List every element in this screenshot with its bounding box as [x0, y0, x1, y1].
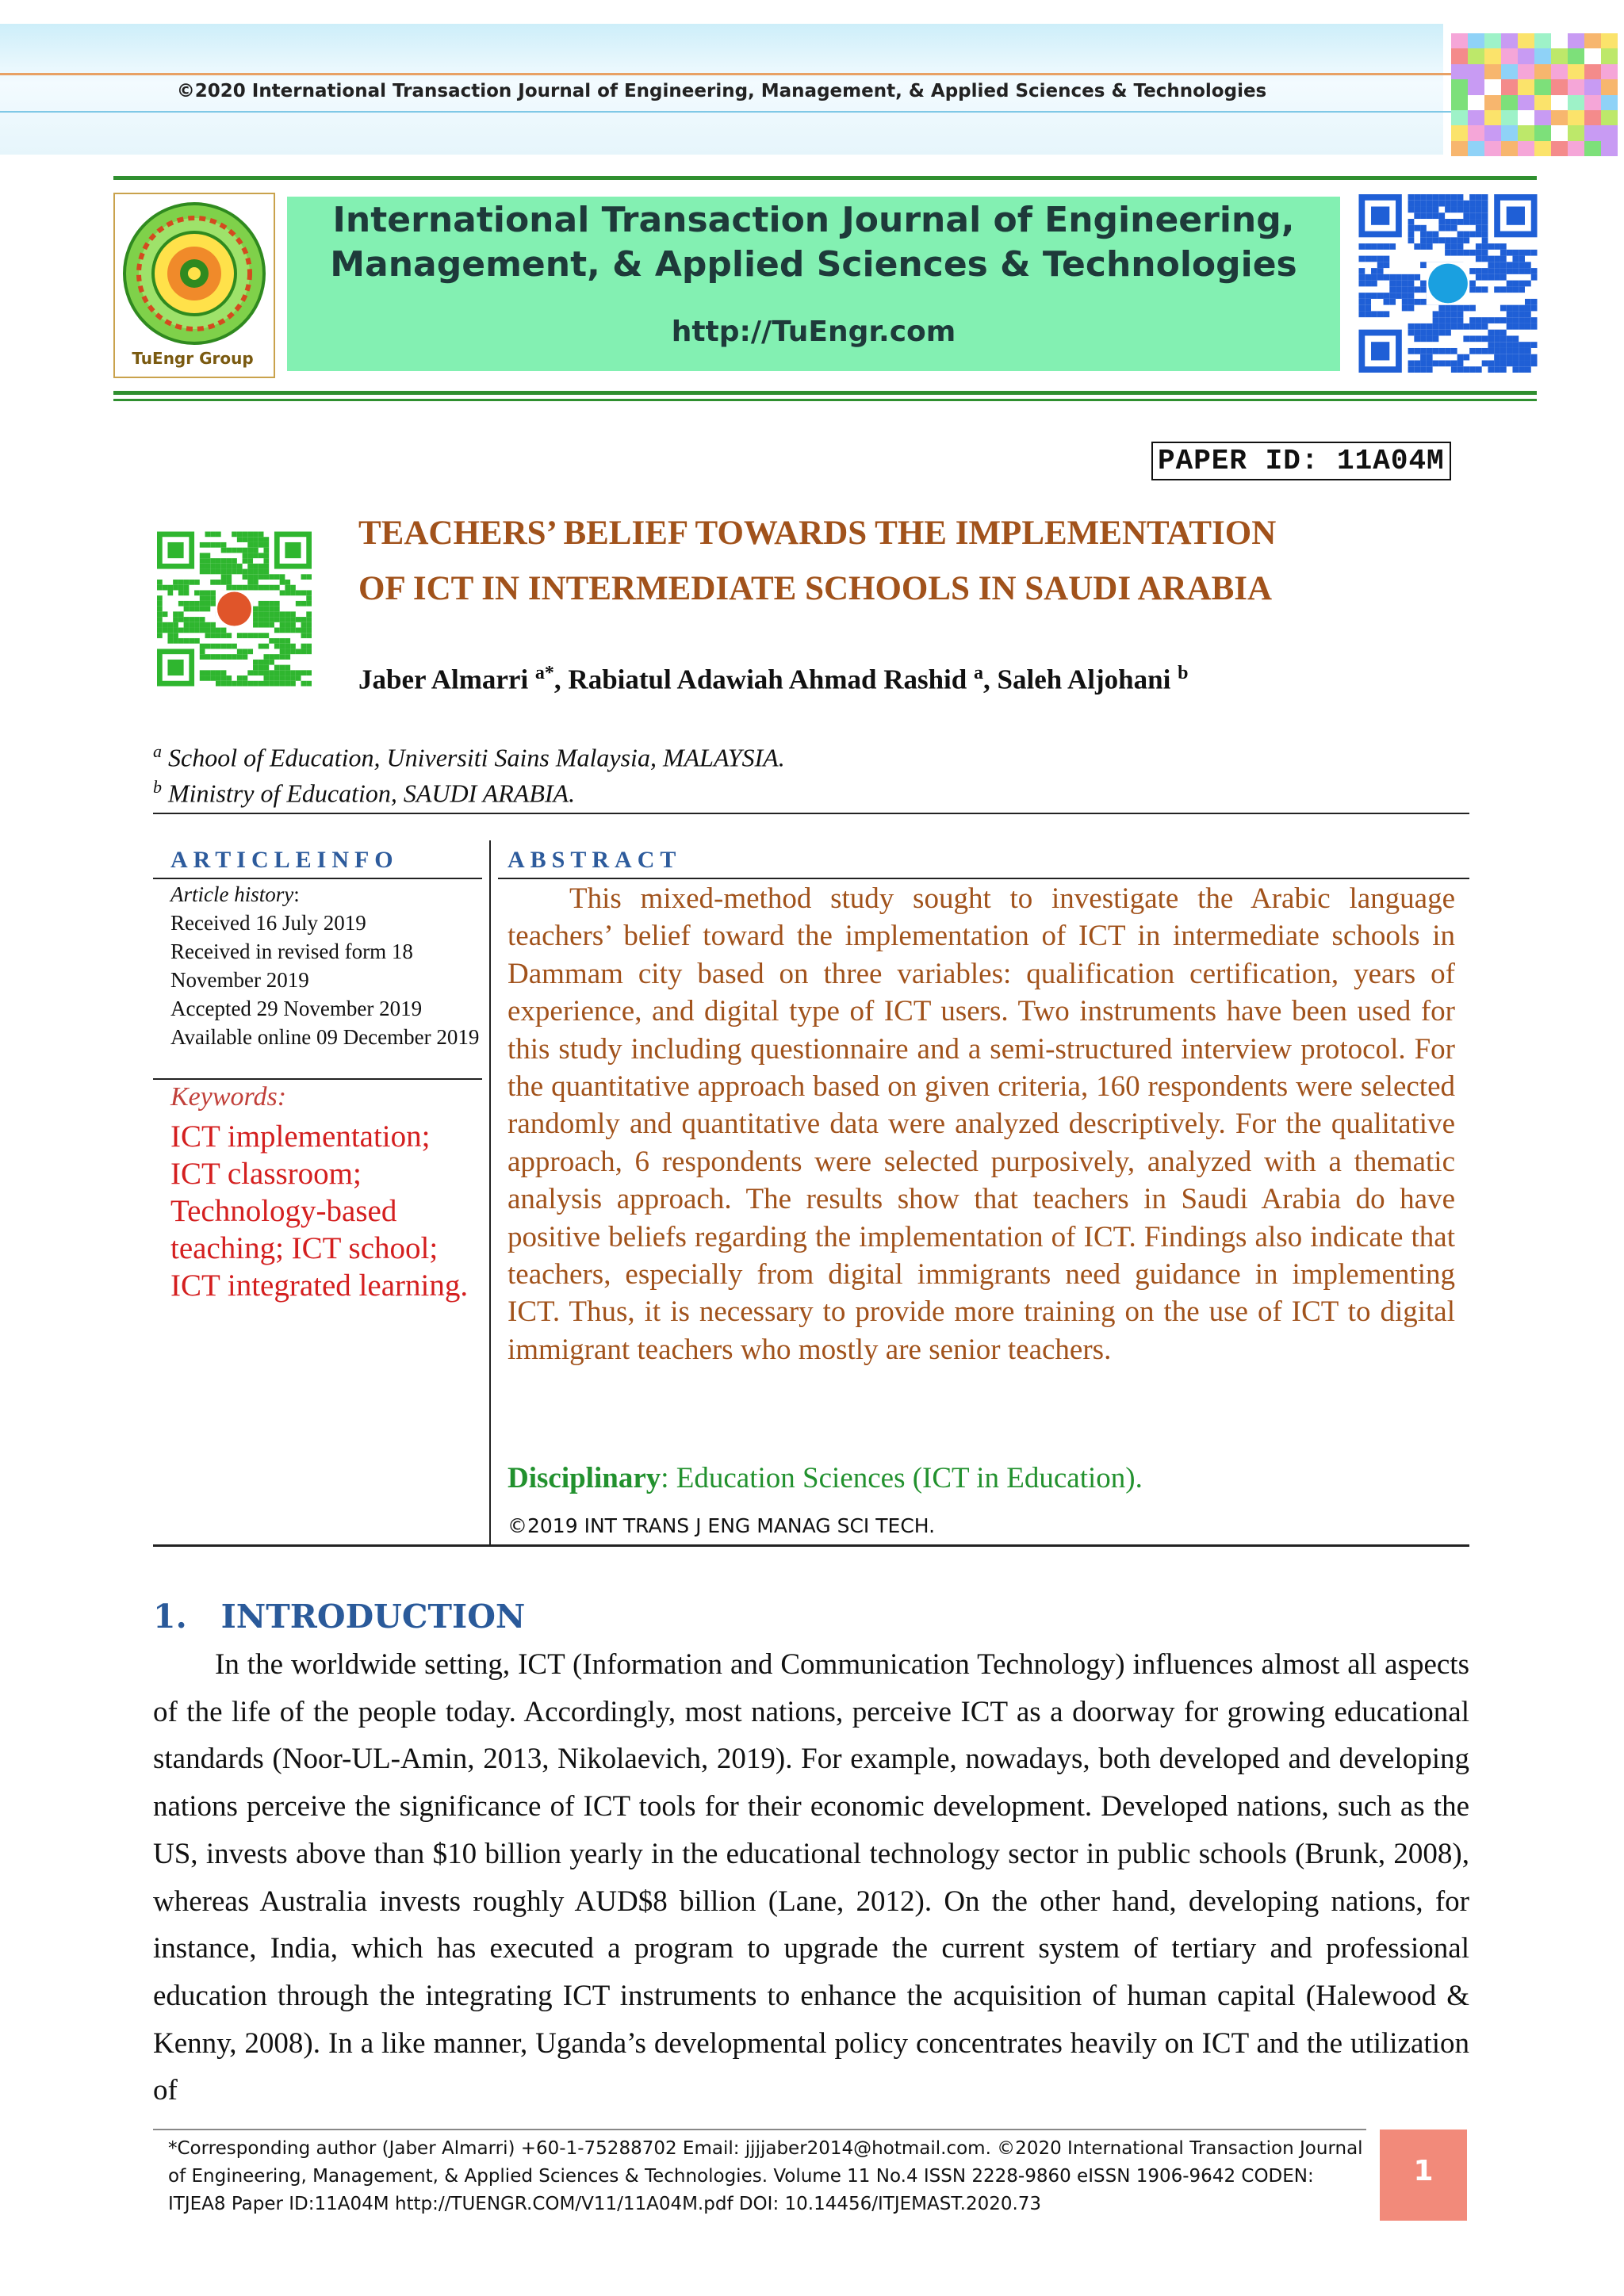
section-rule [153, 1544, 1469, 1547]
footnote: *Corresponding author (Jaber Almarri) +60-1-75288702 Email: jjjjaber2014@hotmail.com. ©2020 International Transaction Journal of Engineering, Management, & Applied Sciences & Technologies. Volume 11 No.4 ISSN 2228-9860 eISSN 1906-9642 CODEN: ITJEA8 Paper ID:11A04M http://TUENGR.COM/V11/11A04M.pdf DOI: 10.14456/ITJEMAST.2020.73 [168, 2138, 1363, 2214]
affiliation-mark: a [153, 741, 162, 761]
abstract-text: This mixed-method study sought to investigate the Arabic language teachers’ belief toward the implementation of ICT in intermediate schools in Dammam city based on three variables: qualification certification, years of experience, and digital type of ICT users. Two instruments have been used for this study including questionnaire and a semi-structured interview protocol. For the quantitative approach based on given criteria, 160 respondents were selected randomly and quantitative data were analyzed descriptively. For the qualitative approach, 6 respondents were selected purposively, analyzed with a thematic analysis approach. The results show that teachers in Saudi Arabia do have positive beliefs regarding the implementation of ICT. Findings also indicate that teachers, especially from digital immigrants need guidance in implementing ICT. Thus, it is necessary to provide more training on the use of ICT to digital immigrant teachers who mostly are senior teachers. [508, 882, 1455, 1366]
disciplinary-label: Disciplinary [508, 1462, 661, 1494]
author-name: Rabiatul Adawiah Ahmad Rashid [568, 664, 967, 695]
section-rule [498, 878, 1469, 879]
abstract-heading: ABSTRACT [508, 847, 682, 873]
disciplinary-line [508, 1461, 1143, 1495]
article-info-heading: ARTICLEINFO [170, 847, 399, 873]
affiliation-mark: b [153, 777, 162, 797]
paper-title-line2: OF ICT IN INTERMEDIATE SCHOOLS IN SAUDI ARABIA [358, 570, 1273, 607]
author-mark: a [974, 663, 983, 683]
history-label: Article history [170, 882, 294, 906]
article-history: Article history: Received 16 July 2019 Received in revised form 18 November 2019 Accepted 29 November 2019 Available online 09 December 2019 [170, 880, 484, 1051]
history-entry: Available online 09 December 2019 [170, 1025, 480, 1049]
mandala-logo-icon [115, 194, 274, 353]
history-entry: Received 16 July 2019 [170, 911, 366, 935]
author-name: Saleh Aljohani [997, 664, 1171, 695]
header-rule [113, 391, 1537, 395]
affiliation [153, 777, 575, 809]
logo-caption: TuEngr Group [132, 349, 254, 368]
affiliation [153, 741, 785, 773]
paper-title-line1: TEACHERS’ BELIEF TOWARDS THE IMPLEMENTATION [358, 515, 1277, 552]
section-heading: 1. INTRODUCTION [153, 1598, 526, 1636]
qr-code-icon [1358, 194, 1538, 373]
column-divider [489, 840, 491, 1546]
section-rule [153, 1078, 482, 1080]
section-rule [153, 813, 1469, 814]
header-rule [113, 399, 1537, 401]
history-entry: Accepted 29 November 2019 [170, 997, 423, 1020]
history-entry: Received in revised form 18 November 2019 [170, 939, 413, 992]
paper-id: PAPER ID: 11A04M [1151, 442, 1451, 480]
author-name: Jaber Almarri [358, 664, 529, 695]
keywords-text: ICT implementation; ICT classroom; Technology-based teaching; ICT school; ICT integrated learning. [170, 1119, 469, 1303]
color-mosaic-decoration [1451, 33, 1618, 156]
banner-line [0, 111, 1451, 113]
banner-copyright: ©2020 International Transaction Journal of Engineering, Management, & Applied Sciences & Technologies [176, 81, 1267, 101]
affiliation-text: School of Education, Universiti Sains Malaysia, MALAYSIA. [168, 743, 785, 772]
introduction-text: In the worldwide setting, ICT (Information and Communication Technology) influences almost all aspects of the life of the people today. Accordingly, most nations, perceive ICT as a doorway for growing educational standards (Noor-UL-Amin, 2013, Nikolaevich, 2019). For example, nowadays, both developed and developing nations perceive the significance of ICT tools for their economic development. Developed nations, such as the US, invests above than $10 billion yearly in the educational technology sector in public schools (Brunk, 2008), whereas Australia invests roughly AUD$8 billion (Lane, 2012). On the other hand, developing nations, for instance, India, which has executed a program to upgrade the current system of tertiary and professional education through the integrating ICT instruments to enhance the acquisition of human capital (Halewood & Kenny, 2008). In a like manner, Uganda’s developmental policy concentrates heavily on ICT and the utilization of [153, 1648, 1469, 2107]
journal-title: International Transaction Journal of Engineering, Management, & Applied Sciences & Technologies [330, 200, 1297, 285]
footnote-rule [153, 2129, 1366, 2130]
keywords-label: Keywords: [170, 1082, 287, 1112]
page-number: 1 [1413, 2155, 1434, 2187]
disciplinary-text: : Education Sciences (ICT in Education). [661, 1462, 1143, 1494]
header-rule [113, 176, 1537, 180]
author-mark: a* [534, 663, 554, 683]
banner-line [0, 73, 1451, 75]
abstract-copyright: ©2019 INT TRANS J ENG MANAG SCI TECH. [508, 1514, 936, 1537]
section-rule [153, 878, 482, 879]
author-list: Jaber Almarri $^{a*}$, Rabiatul Adawiah Ahmad Rashid $^a$, Saleh Aljohani $^b$ [358, 663, 1189, 695]
journal-url[interactable]: http://TuEngr.com [671, 316, 956, 348]
author-mark: b [1178, 663, 1189, 683]
affiliation-text: Ministry of Education, SAUDI ARABIA. [168, 779, 576, 808]
qr-code-icon [157, 530, 312, 688]
